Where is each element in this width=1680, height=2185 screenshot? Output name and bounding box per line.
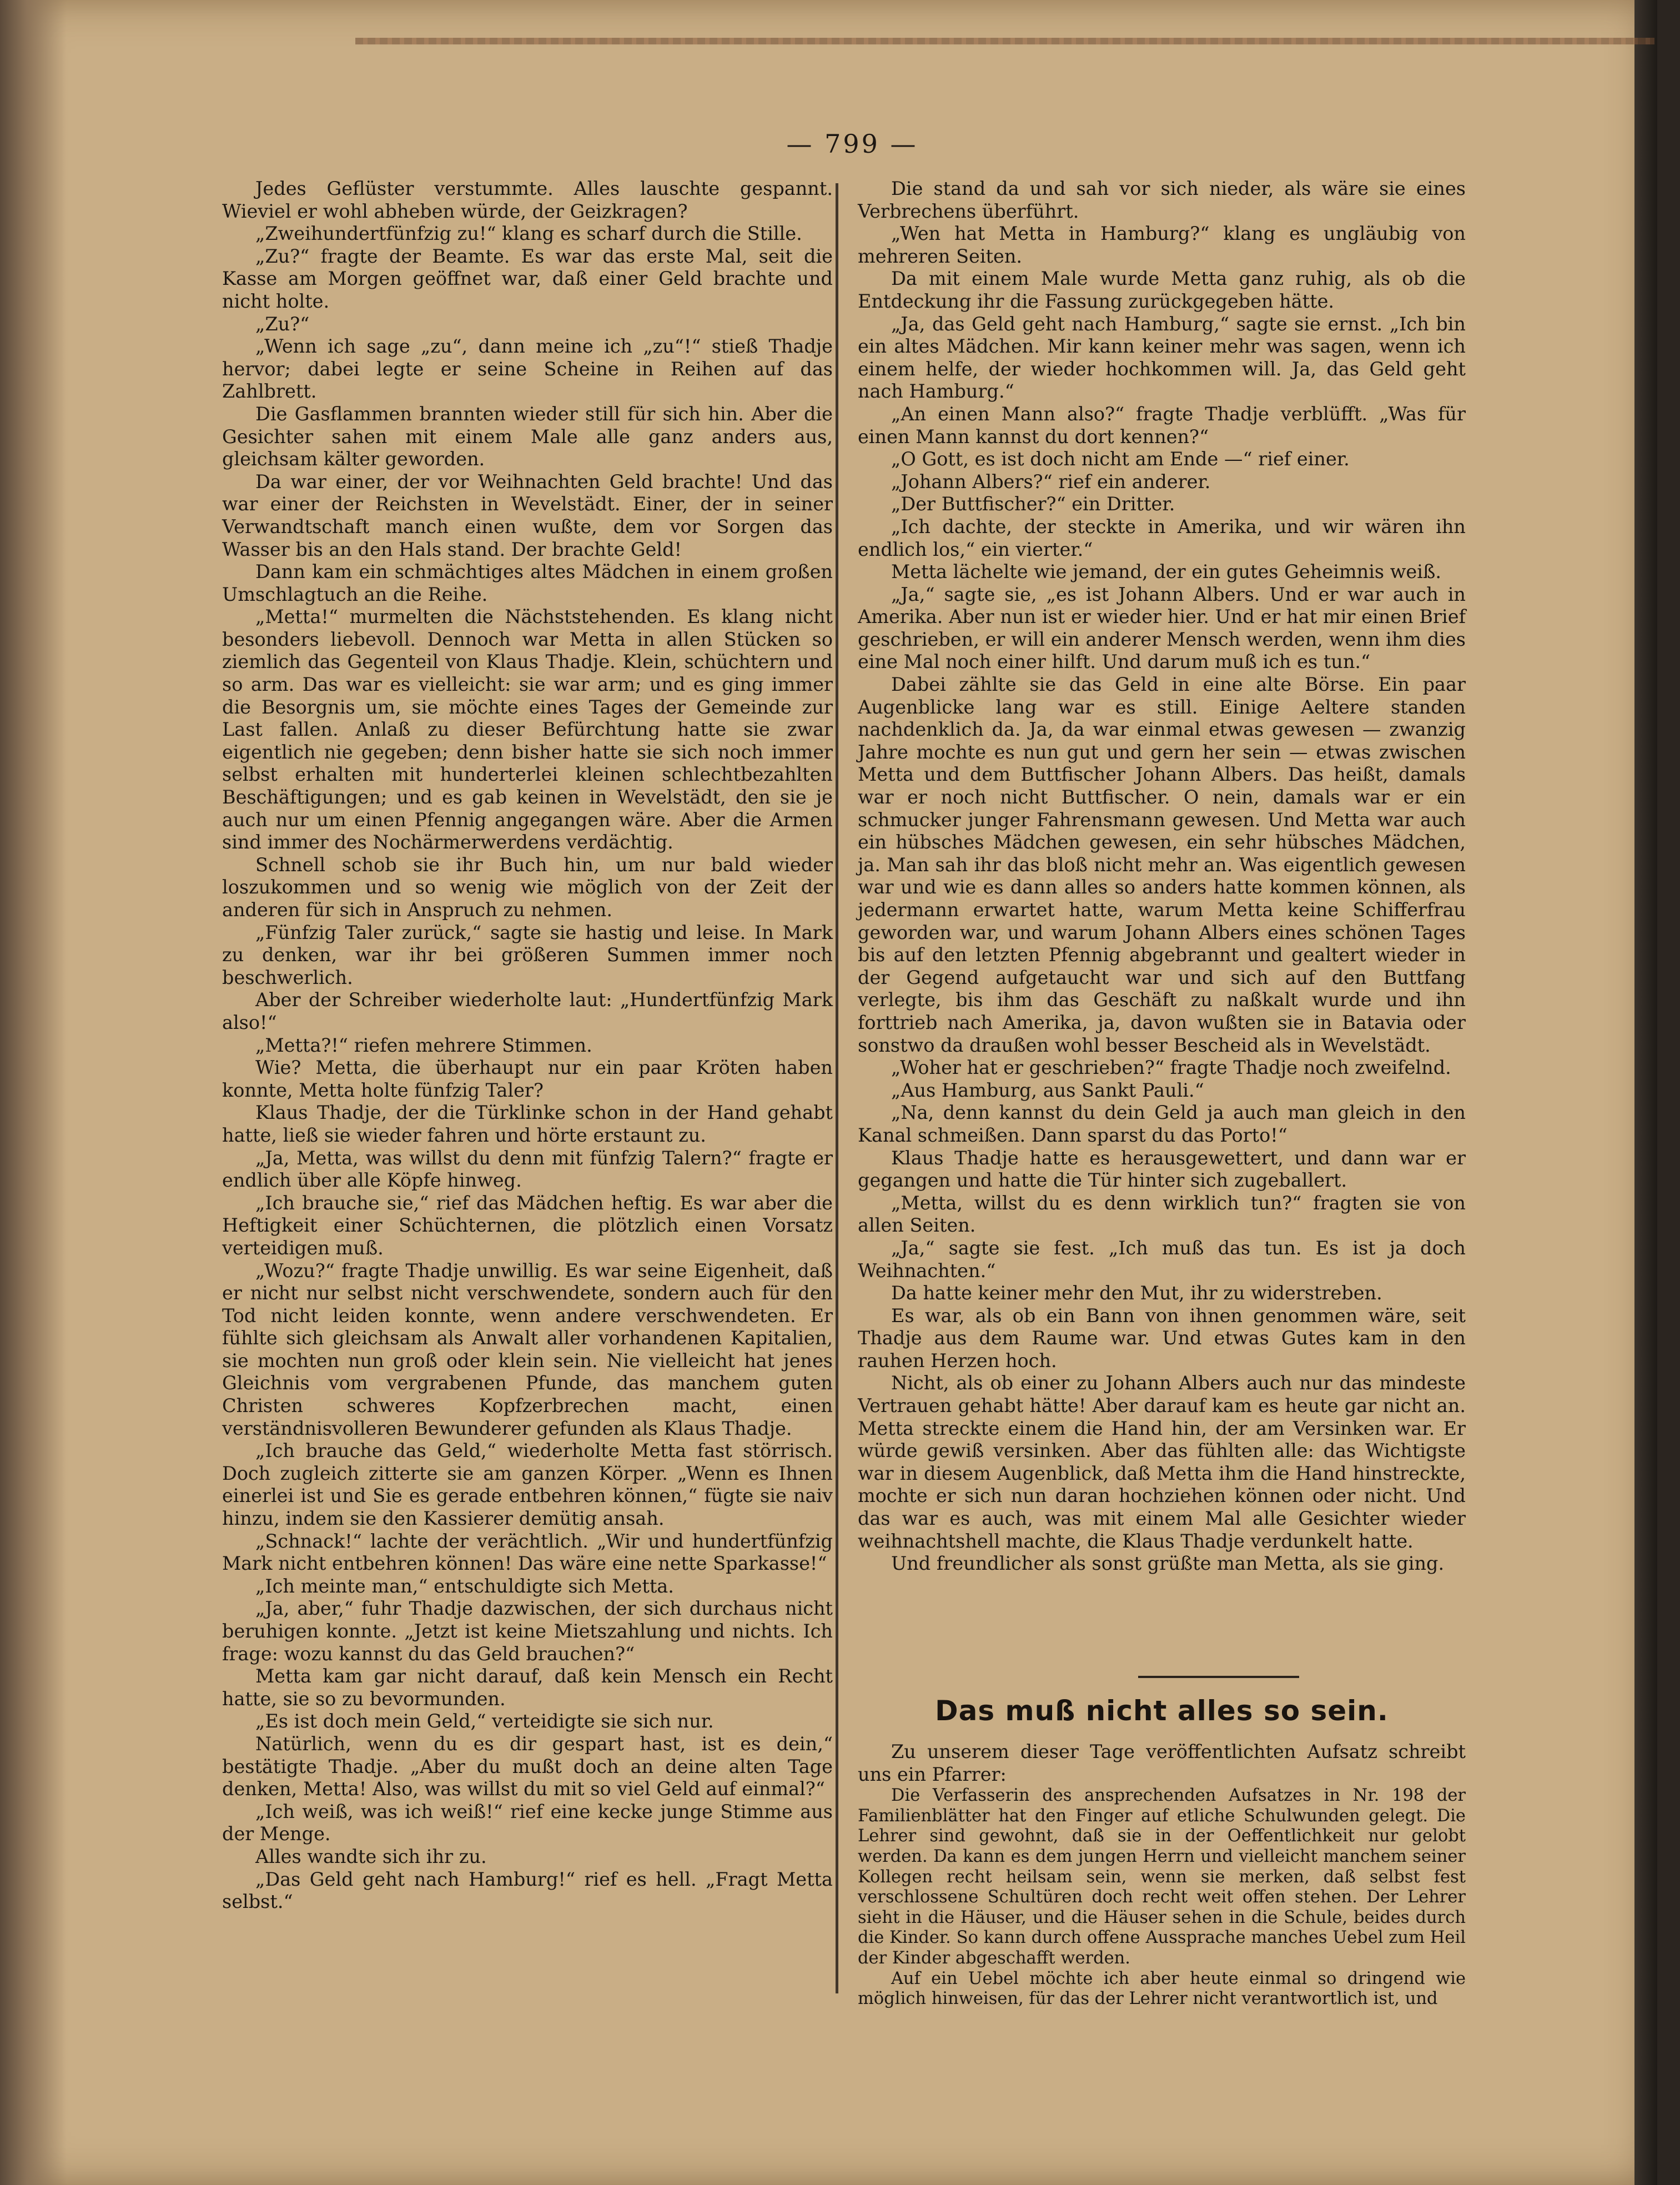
paragraph: „Woher hat er geschrieben?“ fragte Thadje noch zweifelnd. (891, 1057, 1451, 1079)
paragraph: Natürlich, wenn du es dir gespart hast, ist es dein,“ bestätigte Thadje. „Aber du mußt doch an deine alten Tage denken, Metta! Also, was willst du mit so viel Geld auf einmal?“ (222, 1732, 833, 1800)
paragraph: Und freundlicher als sonst grüßte man Metta, als sie ging. (891, 1553, 1445, 1575)
paragraph: Wie? Metta, die überhaupt nur ein paar Kröten haben konnte, Metta holte fünfzig Taler? (222, 1057, 833, 1101)
paragraph: „Das Geld geht nach Hamburg!“ rief es hell. „Fragt Metta selbst.“ (222, 1868, 833, 1913)
paragraph: „Metta, willst du es denn wirklich tun?“ fragten sie von allen Seiten. (858, 1192, 1466, 1237)
article-headline: Das muß nicht alles so sein. (935, 1695, 1389, 1727)
paragraph: „Metta!“ murmelten die Nächststehenden. Es klang nicht besonders liebevoll. Dennoch war Metta in allen Stücken so ziemlich das Gegenteil von Klaus Thadje. Klein, schüchtern und so arm. Das war es vielleicht: sie war arm; und es ging immer die Besorgnis um, sie möchte eines Tages der Gemeinde zur Last fallen. Anlaß zu dieser Befürchtung hatte sie zwar eigentlich nie gegeben; denn bisher hatte sie sich noch immer selbst erhalten mit hunderterlei kleinen schlechtbezahlten Beschäftigungen; und es gab keinen in Wevelstädt, den sie je auch nur um einen Pfennig angegangen wäre. Aber die Armen sind immer des Nochärmerwerdens verdächtig. (222, 606, 833, 853)
paragraph: „Zu?“ fragte der Beamte. Es war das erste Mal, seit die Kasse am Morgen geöffnet war, daß einer Geld brachte und nicht holte. (222, 245, 833, 312)
paragraph: Aber der Schreiber wiederholte laut: „Hundertfünfzig Mark also!“ (222, 989, 833, 1033)
page-gutter-shadow (0, 0, 67, 2185)
paragraph: Auf ein Uebel möchte ich aber heute einmal so dringend wie möglich hinweisen, für das der Lehrer nicht verantwortlich ist, und (858, 1968, 1466, 2009)
paragraph: „Aus Hamburg, aus Sankt Pauli.“ (891, 1079, 1204, 1101)
paragraph: „Fünfzig Taler zurück,“ sagte sie hastig und leise. In Mark zu denken, war ihr bei größeren Summen immer noch beschwerlich. (222, 921, 833, 988)
paragraph: „Es ist doch mein Geld,“ verteidigte sie sich nur. (255, 1710, 714, 1732)
paragraph: Da hatte keiner mehr den Mut, ihr zu widerstreben. (891, 1282, 1382, 1304)
paragraph: Alles wandte sich ihr zu. (255, 1845, 487, 1867)
paragraph: „Na, denn kannst du dein Geld ja auch man gleich in den Kanal schmeißen. Dann sparst du das Porto!“ (858, 1102, 1466, 1146)
paragraph: „O Gott, es ist doch nicht am Ende —“ rief einer. (891, 448, 1350, 470)
paragraph: „Ja, Metta, was willst du denn mit fünfzig Talern?“ fragte er endlich über alle Köpfe hinweg. (222, 1147, 833, 1192)
paragraph: „Wenn ich sage „zu“, dann meine ich „zu“!“ stieß Thadje hervor; dabei legte er seine Scheine in Reihen auf das Zahlbrett. (222, 335, 833, 403)
paragraph: „Ich dachte, der steckte in Amerika, und wir wären ihn endlich los,“ ein vierter.“ (858, 515, 1466, 560)
paragraph: Nicht, als ob einer zu Johann Albers auch nur das mindeste Vertrauen gehabt hätte! Aber darauf kam es heute gar nicht an. Metta streckte einem die Hand hin, der am Versinken war. Er würde gewiß versinken. Aber das fühlten alle: das Wichtigste war in diesem Augenblick, daß Metta ihm die Hand hinstreckte, mochte er sich nun daran hochziehen können oder nicht. Und das war es auch, was mit einem Mal alle Gesichter wieder weihnachtshell machte, die Klaus Thadje verdunkelt hatte. (858, 1372, 1466, 1552)
paragraph: Klaus Thadje hatte es herausgewettert, und dann war er gegangen und hatte die Tür hinter sich zugeballert. (858, 1147, 1466, 1192)
article-intro: Zu unserem dieser Tage veröffentlichten Aufsatz schreibt uns ein Pfarrer: (858, 1741, 1466, 1785)
paragraph: „Ja,“ sagte sie, „es ist Johann Albers. Und er war auch in Amerika. Aber nun ist er wieder hier. Und er hat mir einen Brief geschrieben, er will ein anderer Mensch werden, wenn ihm dies eine Mal noch einer hilft. Und darum muß ich es tun.“ (858, 583, 1466, 673)
article-body (858, 1741, 1466, 2010)
paragraph: „Wozu?“ fragte Thadje unwillig. Es war seine Eigenheit, daß er nicht nur selbst nicht verschwendete, sondern auch für den Tod nicht leiden konnte, wenn andere verschwendeten. Er fühlte sich gleichsam als Anwalt aller vorhandenen Kapitalien, sie mochten nun groß oder klein sein. Nie vielleicht hat jenes Gleichnis vom vergrabenen Pfunde, das manchem guten Christen schweres Kopfzerbrechen macht, einen verständnisvolleren Bewunderer gefunden als Klaus Thadje. (222, 1259, 833, 1439)
paragraph: Es war, als ob ein Bann von ihnen genommen wäre, seit Thadje aus dem Raume war. Und etwas Gutes kam in den rauhen Herzen hoch. (858, 1304, 1466, 1372)
paragraph: „Ja, das Geld geht nach Hamburg,“ sagte sie ernst. „Ich bin ein altes Mädchen. Mir kann keiner mehr was sagen, wenn ich einem helfe, der wieder hochkommen will. Ja, das Geld geht nach Hamburg.“ (858, 313, 1466, 403)
paragraph: „Zweihundertfünfzig zu!“ klang es scharf durch die Stille. (255, 223, 802, 245)
paragraph: Klaus Thadje, der die Türklinke schon in der Hand gehabt hatte, ließ sie wieder fahren und hörte erstaunt zu. (222, 1102, 833, 1146)
paragraph: Dann kam ein schmächtiges altes Mädchen in einem großen Umschlagtuch an die Reihe. (222, 561, 833, 605)
left-column (222, 178, 833, 1913)
paragraph: „Ja,“ sagte sie fest. „Ich muß das tun. Es ist ja doch Weihnachten.“ (858, 1237, 1466, 1282)
paragraph: „Ich meinte man,“ entschuldigte sich Metta. (255, 1575, 674, 1597)
paragraph: „Schnack!“ lachte der verächtlich. „Wir und hundertfünfzig Mark nicht entbehren können! Das wäre eine nette Sparkasse!“ (222, 1530, 833, 1575)
paragraph: „An einen Mann also?“ fragte Thadje verblüfft. „Was für einen Mann kannst du dort kennen?“ (858, 403, 1466, 448)
decorative-header-rule (355, 38, 1654, 44)
right-column (858, 178, 1466, 1575)
section-separator (1138, 1676, 1299, 1678)
paragraph: „Zu?“ (255, 313, 310, 335)
paragraph: „Der Buttfischer?“ ein Dritter. (891, 493, 1175, 515)
paragraph: Da war einer, der vor Weihnachten Geld brachte! Und das war einer der Reichsten in Wevelstädt. Einer, der in seiner Verwandtschaft manch einen wußte, dem vor Sorgen das Wasser bis an den Hals stand. Der brachte Geld! (222, 470, 833, 560)
paragraph: Da mit einem Male wurde Metta ganz ruhig, als ob die Entdeckung ihr die Fassung zurückgegeben hätte. (858, 268, 1466, 312)
paragraph: Die Verfasserin des ansprechenden Aufsatzes in Nr. 198 der Familienblätter hat den Finger auf etliche Schulwunden gelegt. Die Lehrer sind gewohnt, daß sie in der Oeffentlichkeit nur gelobt werden. Da kann es dem jungen Herrn und vielleicht manchem seiner Kollegen recht heilsam sein, wenn sie merken, daß selbst fest verschlossene Schultüren doch recht weit offen stehen. Der Lehrer sieht in die Häuser, und die Häuser sehen in die Schule, beides durch die Kinder. So kann durch offene Aussprache manches Uebel zum Heil der Kinder abgeschafft werden. (858, 1786, 1466, 1968)
page-number: — 799 — (786, 129, 918, 159)
book-binding-edge (1634, 0, 1657, 2185)
paragraph: „Wen hat Metta in Hamburg?“ klang es ungläubig von mehreren Seiten. (858, 223, 1466, 267)
paragraph: Metta kam gar nicht darauf, daß kein Mensch ein Recht hatte, sie so zu bevormunden. (222, 1665, 833, 1710)
paragraph: Metta lächelte wie jemand, der ein gutes Geheimnis weiß. (891, 561, 1441, 583)
paragraph: Schnell schob sie ihr Buch hin, um nur bald wieder loszukommen und so wenig wie möglich von der Zeit der anderen für sich in Anspruch zu nehmen. (222, 853, 833, 921)
paragraph: „Ich brauche sie,“ rief das Mädchen heftig. Es war aber die Heftigkeit einer Schüchternen, die plötzlich einen Vorsatz verteidigen muß. (222, 1192, 833, 1259)
paragraph: „Ich brauche das Geld,“ wiederholte Metta fast störrisch. Doch zugleich zitterte sie am ganzen Körper. „Wenn es Ihnen einerlei ist und Sie es gerade entbehren können,“ fügte sie naiv hinzu, indem sie den Kassierer demütig ansah. (222, 1440, 833, 1530)
paragraph: Die stand da und sah vor sich nieder, als wäre sie eines Verbrechens überführt. (858, 178, 1466, 222)
paragraph: Dabei zählte sie das Geld in eine alte Börse. Ein paar Augenblicke lang war es still. Einige Aeltere standen nachdenklich da. Ja, da war einmal etwas gewesen — zwanzig Jahre mochte es nun gut und gern her sein — etwas zwischen Metta und dem Buttfischer Johann Albers. Das heißt, damals war er noch nicht Buttfischer. O nein, damals war er ein schmucker junger Fahrensmann gewesen. Und Metta war auch ein hübsches Mädchen gewesen, ein sehr hübsches Mädchen, ja. Man sah ihr das bloß nicht mehr an. Was eigentlich gewesen war und wie es dann alles so anders hatte kommen können, als jedermann erwartet hatte, warum Metta keine Schifferfrau geworden war, und warum Johann Albers eines schönen Tages bis auf den letzten Pfennig abgebrannt und gealtert wieder in der Gegend aufgetaucht war und sich auf den Buttfang verlegte, bis ihm das Geschäft zu naßkalt wurde und ihn forttrieb nach Amerika, ja, davon wußten sie in Batavia oder sonstwo da draußen wohl besser Bescheid als in Wevelstädt. (858, 674, 1466, 1056)
column-divider (836, 183, 838, 1993)
paragraph: „Metta?!“ riefen mehrere Stimmen. (255, 1034, 592, 1056)
paragraph: Jedes Geflüster verstummte. Alles lauschte gespannt. Wieviel er wohl abheben würde, der Geizkragen? (222, 178, 833, 222)
paragraph: Die Gasflammen brannten wieder still für sich hin. Aber die Gesichter sahen mit einem Male alle ganz anders aus, gleichsam kälter geworden. (222, 403, 833, 470)
paragraph: „Ich weiß, was ich weiß!“ rief eine kecke junge Stimme aus der Menge. (222, 1800, 833, 1845)
paragraph: „Johann Albers?“ rief ein anderer. (891, 470, 1211, 493)
paragraph: „Ja, aber,“ fuhr Thadje dazwischen, der sich durchaus nicht beruhigen konnte. „Jetzt ist keine Mietszahlung und nichts. Ich frage: wozu kannst du das Geld brauchen?“ (222, 1598, 833, 1665)
